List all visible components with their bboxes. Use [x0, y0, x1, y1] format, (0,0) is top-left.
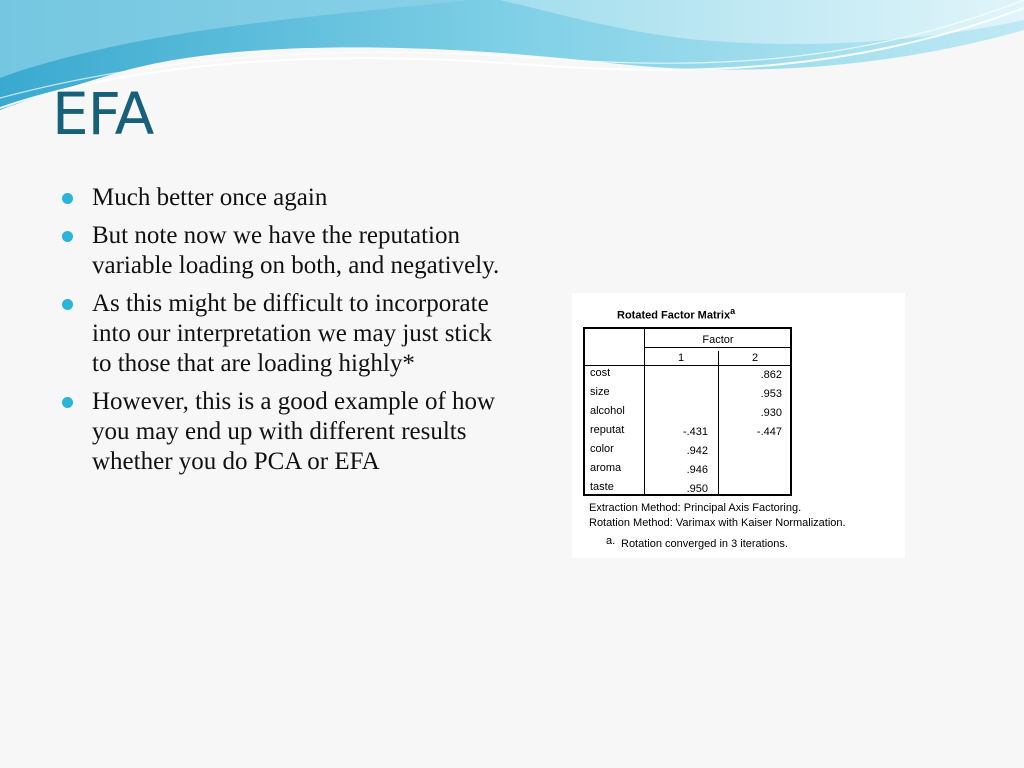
loading-f2: -.447 [756, 426, 782, 438]
matrix-grid [583, 327, 792, 496]
header-wave-decoration [0, 0, 1024, 125]
bullet-icon [62, 299, 73, 310]
bullet-text: As this might be difficult to incorporate into our interpretation we may just stick to those that are loading highly* [92, 290, 492, 377]
bullet-icon [62, 193, 73, 204]
loading-f1: .950 [686, 483, 708, 495]
row-label: size [590, 386, 610, 398]
table-title-superscript: a [730, 306, 736, 316]
bullet-text: But note now we have the reputation variable loading on both, and negatively. [92, 222, 500, 279]
rotated-factor-matrix [572, 293, 905, 558]
bullet-item [62, 221, 502, 281]
row-label: taste [590, 481, 614, 493]
bullet-text: Much better once again [92, 184, 328, 211]
row-label: aroma [590, 462, 622, 474]
bullet-item [62, 183, 502, 213]
column-header-1: 1 [677, 352, 685, 364]
factor-header: Factor [702, 334, 734, 346]
row-label: cost [590, 367, 611, 379]
loading-f1: .942 [686, 445, 708, 457]
bullet-icon [62, 231, 73, 242]
column-header-2: 2 [751, 352, 759, 364]
extraction-method-note: Extraction Method: Principal Axis Factoring. [589, 502, 802, 514]
loading-f2: .953 [760, 388, 782, 400]
bullet-list [62, 183, 502, 485]
table-title: Rotated Factor Matrix$^a$ [617, 306, 736, 322]
loading-f2: .862 [760, 369, 782, 381]
row-label: alcohol [590, 405, 625, 417]
bullet-item [62, 387, 502, 477]
bullet-text: However, this is a good example of how you may end up with different results whether you do PCA or EFA [92, 388, 496, 475]
loading-f1: -.431 [682, 426, 708, 438]
slide-title: EFA [52, 80, 154, 148]
bullet-item [62, 289, 502, 379]
row-label: color [590, 443, 614, 455]
footnote-marker: a. [606, 535, 616, 547]
bullet-icon [62, 397, 73, 408]
row-label: reputat [590, 424, 625, 436]
loading-f2: .930 [760, 407, 782, 419]
loading-f1: .946 [686, 464, 708, 476]
rotation-method-note: Rotation Method: Varimax with Kaiser Normalization. [589, 517, 846, 529]
convergence-note: Rotation converged in 3 iterations. [621, 538, 788, 550]
